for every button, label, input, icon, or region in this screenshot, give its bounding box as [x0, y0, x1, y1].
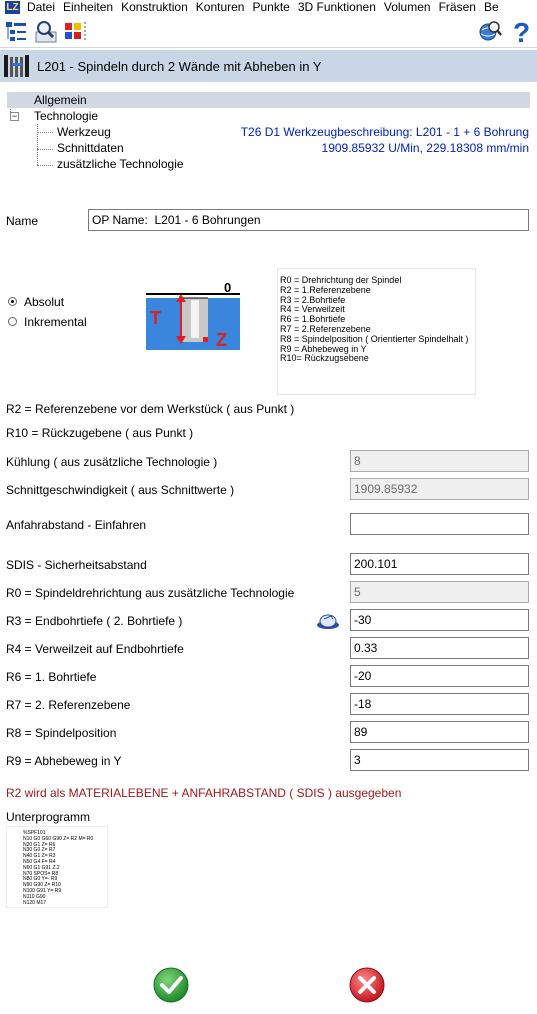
dialog-titlebar — [0, 50, 537, 82]
incremental-label: Inkremental — [24, 315, 87, 329]
menu-fraesen[interactable]: Fräsen — [438, 0, 476, 14]
sdis-input[interactable] — [350, 553, 529, 575]
r10-info-text: R10 = Rückzugebene ( aus Punkt ) — [6, 426, 194, 440]
tree-view-icon — [4, 20, 28, 44]
r3-label: R3 = Endbohrtiefe ( 2. Bohrtiefe ) — [6, 614, 183, 628]
approach-distance-input[interactable] — [350, 513, 529, 535]
menu-more[interactable]: Be — [483, 0, 499, 14]
r0-label: R0 = Spindeldrehrichtung aus zusätzliche Technologie — [6, 586, 295, 600]
cutting-speed-label: Schnittgeschwindigkeit ( aus Schnittwerte ) — [6, 483, 235, 497]
code-line: N120 M17 — [23, 899, 47, 906]
tree-item-general-label: Allgemein — [34, 93, 87, 107]
name-input[interactable] — [88, 209, 529, 231]
tool-value: T26 D1 Werkzeugbeschreibung: L201 - 1 + 6 Bohrung — [240, 125, 529, 139]
r8-input[interactable] — [350, 721, 529, 743]
cooling-field — [350, 450, 529, 472]
pick-from-model-button[interactable] — [315, 611, 341, 631]
globe-search-icon — [477, 19, 503, 45]
r3-input[interactable] — [350, 609, 529, 631]
operation-tree — [7, 92, 530, 174]
r6-input[interactable] — [350, 665, 529, 687]
tree-item-technology-label: Technologie — [34, 109, 99, 123]
code-line: N70 SPOS= R8 — [23, 870, 59, 877]
tree-item-cutting-label: Schnittdaten — [57, 141, 124, 155]
help-question-icon — [510, 18, 534, 46]
code-line: N100 G91 Y= R9 — [23, 887, 62, 894]
code-line: N30 G0 Z= R7 — [23, 847, 56, 854]
subprogram-preview — [6, 826, 108, 908]
menu-volumen[interactable]: Volumen — [383, 0, 431, 14]
tree-view-button[interactable] — [3, 19, 29, 45]
legend-line: R0 = Drehrichtung der Spindel — [280, 275, 402, 285]
tree-item-extra-label: zusätzliche Technologie — [57, 157, 184, 171]
incremental-radio[interactable] — [8, 317, 17, 326]
dialog-title: L201 - Spindeln durch 2 Wände mit Abheben in Y — [37, 58, 322, 74]
cooling-label: Kühlung ( aus zusätzliche Technologie ) — [6, 455, 218, 469]
approach-distance-label: Anfahrabstand - Einfahren — [6, 518, 147, 532]
cutting-speed-field — [350, 478, 529, 500]
code-line: N10 G0 G60 G90 Z= R2 M= R0 — [23, 835, 94, 842]
color-tool-button[interactable] — [63, 19, 89, 45]
code-line: N40 G1 Z= R3 — [23, 853, 56, 860]
code-line: %SPF101 — [23, 830, 46, 836]
legend-line: R4 = Verweilzeit — [280, 304, 345, 315]
ok-button[interactable] — [152, 966, 190, 1004]
menu-3d-funktionen[interactable]: 3D Funktionen — [297, 0, 376, 14]
collapse-icon[interactable]: − — [11, 111, 18, 121]
toolbar — [0, 15, 537, 48]
legend-line: R3 = 2.Bohrtiefe — [280, 294, 346, 305]
r7-input[interactable] — [350, 693, 529, 715]
tree-item-tool[interactable] — [7, 124, 530, 140]
tree-item-technology[interactable] — [7, 108, 530, 124]
output-note: R2 wird als MATERIALEBENE + ANFAHRABSTAND ( SDIS ) ausgegeben — [6, 786, 402, 800]
r9-input[interactable] — [350, 749, 529, 771]
legend-line: R8 = Spindelposition ( Orientierter Spindelhalt ) — [280, 333, 469, 344]
help-button[interactable] — [509, 19, 535, 45]
code-line: N20 G1 Z= R6 — [23, 841, 56, 848]
absolute-radio[interactable] — [8, 297, 17, 306]
legend-line: R6 = 1.Bohrtiefe — [280, 314, 346, 325]
menu-bar — [0, 0, 537, 15]
legend-line: R10= Rückzugsebene — [280, 353, 369, 364]
tree-item-tool-label: Werkzeug — [57, 125, 111, 139]
globe-search-button[interactable] — [477, 19, 503, 45]
pick-cursor-icon — [315, 611, 341, 631]
absolute-label: Absolut — [24, 295, 65, 309]
svg-text:?: ? — [513, 18, 531, 46]
menu-datei[interactable]: Datei — [27, 0, 56, 14]
color-palette-icon — [63, 20, 89, 44]
r2-info-text: R2 = Referenzebene vor dem Werkstück ( aus Punkt ) — [6, 402, 295, 416]
diagram-z-label: Z — [216, 330, 227, 350]
app-logo-icon[interactable]: LZ — [6, 2, 19, 13]
r9-label: R9 = Abhebeweg in Y — [6, 754, 122, 768]
menu-konturen[interactable]: Konturen — [195, 0, 245, 14]
tree-item-extra-technology[interactable] — [7, 156, 530, 172]
code-line: N110 G90 — [23, 893, 46, 900]
code-line: N60 G1 G91 Z.2 — [23, 864, 60, 871]
code-line: N50 G4 F= R4 — [23, 858, 56, 865]
close-icon — [348, 966, 386, 1004]
diagram-zero-label: 0 — [224, 280, 232, 295]
cutting-value: 1909.85932 U/Min, 229.18308 mm/min — [321, 141, 529, 155]
name-label: Name — [6, 214, 39, 228]
spindle-operation-icon — [3, 53, 31, 79]
search-tool-button[interactable] — [33, 19, 59, 45]
r0-field — [350, 581, 529, 603]
r4-input[interactable] — [350, 637, 529, 659]
sdis-label: SDIS - Sicherheitsabstand — [6, 558, 147, 572]
cancel-button[interactable] — [348, 966, 386, 1004]
code-line: N90 G90 Z= R10 — [23, 882, 61, 889]
legend-line: R2 = 1.Referenzebene — [280, 284, 371, 295]
tree-item-general[interactable] — [7, 92, 530, 108]
tree-item-cutting-data[interactable] — [7, 140, 530, 156]
r8-label: R8 = Spindelposition — [6, 726, 117, 740]
parameter-legend — [277, 268, 476, 395]
checkmark-icon — [152, 966, 190, 1004]
menu-konstruktion[interactable]: Konstruktion — [121, 0, 188, 14]
menu-einheiten[interactable]: Einheiten — [63, 0, 114, 14]
r4-label: R4 = Verweilzeit auf Endbohrtiefe — [6, 642, 184, 656]
r7-label: R7 = 2. Referenzebene — [6, 698, 131, 712]
drilling-diagram — [144, 280, 244, 352]
legend-line: R9 = Abhebeweg in Y — [280, 343, 367, 354]
diagram-t-label: T — [150, 308, 161, 328]
menu-punkte[interactable]: Punkte — [252, 0, 290, 14]
r6-label: R6 = 1. Bohrtiefe — [6, 670, 97, 684]
code-line: N80 G0 Y=- R9 — [23, 876, 58, 883]
magnifier-document-icon — [33, 20, 59, 44]
legend-line: R7 = 2.Referenzebene — [280, 323, 371, 334]
subprogram-label: Unterprogramm — [6, 810, 91, 824]
